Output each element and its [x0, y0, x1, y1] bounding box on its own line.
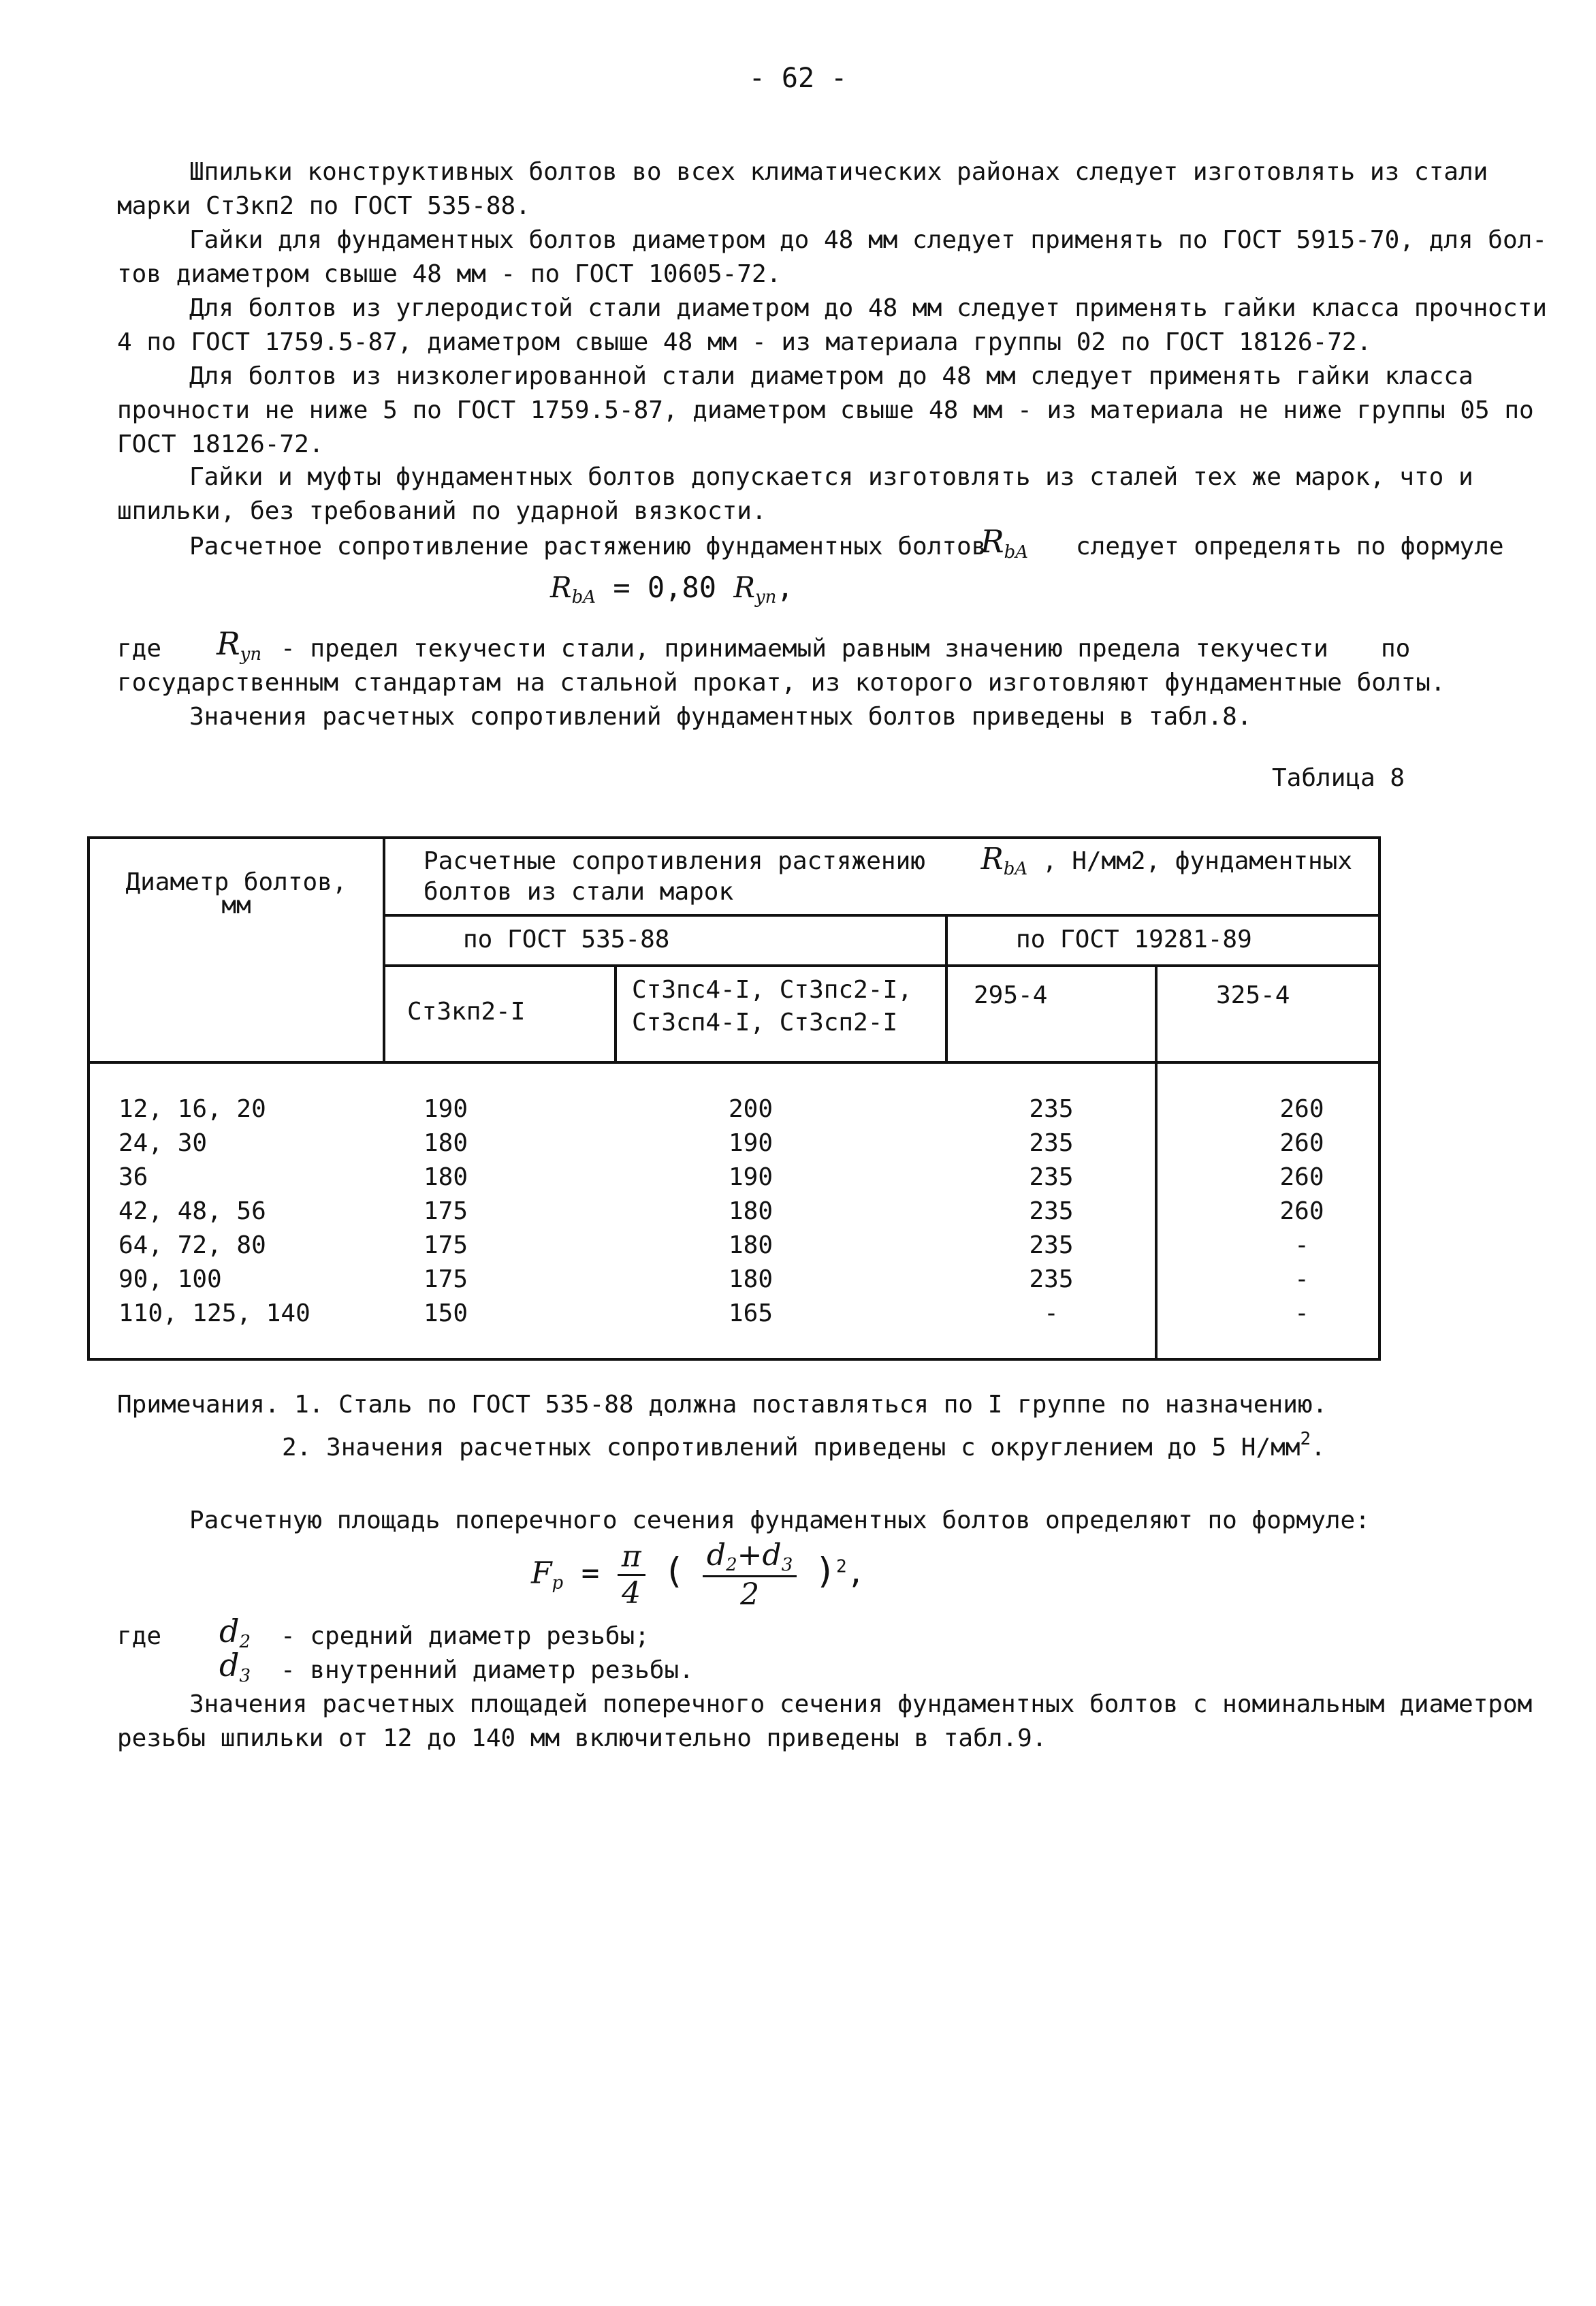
formula-tail: ,: [776, 571, 794, 604]
cell-value: 180: [729, 1231, 773, 1259]
text-line: Значения расчетных площадей поперечного сечения фундаментных болтов с номинальным диаметром: [189, 1690, 1533, 1718]
note-tail: .: [1311, 1434, 1326, 1462]
text-line: Для болтов из углеродистой стали диаметром до 48 мм следует применять гайки класса прочности: [189, 294, 1547, 322]
header-gost-535: по ГОСТ 535-88: [463, 926, 670, 953]
text-line: резьбы шпильки от 12 до 140 мм включительно приведены в табл.9.: [117, 1724, 1047, 1752]
formula-tail: ,: [846, 1555, 865, 1591]
table-hline: [90, 1061, 1381, 1064]
header-c4: 325-4: [1216, 981, 1290, 1009]
formula-pi: π: [618, 1539, 645, 1576]
symbol-subscript: yn: [240, 644, 262, 665]
formula-lhs: R: [550, 571, 572, 604]
cell-value: 260: [1279, 1129, 1324, 1157]
cell-value: 175: [424, 1197, 468, 1225]
cell-value: -: [1044, 1299, 1059, 1327]
cell-value: 235: [1029, 1231, 1074, 1259]
formula-plus: +: [737, 1538, 763, 1573]
formula-lhs-sub: p: [552, 1573, 564, 1594]
text-line: Шпильки конструктивных болтов во всех климатических районах следует изготовлять из стали: [189, 158, 1488, 186]
text-line: прочности не ниже 5 по ГОСТ 1759.5-87, диаметром свыше 48 мм - из материала не ниже группы 05 по: [117, 396, 1534, 424]
formula-rhs: R: [733, 571, 755, 604]
formula-numerator: [703, 1538, 797, 1577]
paragraph-6-tail: следует определять по формуле: [1076, 533, 1504, 560]
header-text: Ст3сп4-I, Ст3сп2-I: [632, 1009, 898, 1037]
cell-value: -: [1294, 1231, 1309, 1259]
column-295-4: [948, 1092, 1155, 1331]
note-1: Примечания. 1. Сталь по ГОСТ 535-88 должна поставляться по I группе по назначению.: [117, 1391, 1328, 1419]
where-label: где: [117, 635, 162, 663]
table-hline: [383, 914, 1381, 917]
cell-value: 175: [424, 1231, 468, 1259]
paragraph-6-text: Расчетное сопротивление растяжению фундаментных болтов: [189, 533, 987, 560]
formula-d2: d: [706, 1538, 727, 1573]
text-line: Для болтов из низколегированной стали диаметром до 48 мм следует применять гайки класса: [189, 362, 1473, 390]
page-number: - 62 -: [748, 63, 848, 94]
formula-sub: 3: [781, 1555, 793, 1575]
cell-value: 190: [729, 1163, 773, 1191]
cell-value: 150: [424, 1299, 468, 1327]
formula-fp: Fp = $\frac{\pi}{4}$ ( $\frac{d2+d3}{2}$ )$^2$,: [531, 1538, 865, 1612]
symbol-subscript: 3: [239, 1666, 251, 1686]
table-vline: [945, 914, 948, 1064]
symbol-subscript: bA: [1004, 542, 1029, 563]
cell-value: 235: [1029, 1095, 1074, 1123]
symbol-ryn: [217, 625, 261, 665]
table-8: [87, 836, 1381, 1361]
text-line: тов диаметром свыше 48 мм - по ГОСТ 10605-72.: [117, 260, 782, 288]
cell-value: 260: [1279, 1197, 1324, 1225]
cell-value: 235: [1029, 1265, 1074, 1293]
formula-lhs-sub: bA: [571, 587, 596, 607]
paragraph-1: [117, 155, 1488, 223]
text-line: ГОСТ 18126-72.: [117, 430, 324, 458]
header-text: Расчетные сопротивления растяжению: [424, 847, 925, 875]
paragraph-7: Значения расчетных сопротивлений фундаментных болтов приведены в табл.8.: [189, 703, 1252, 731]
column-st3ps: [729, 1092, 773, 1331]
header-c1: Ст3кп2-I: [407, 998, 526, 1026]
cell-value: 175: [424, 1265, 468, 1293]
header-diameter: [90, 866, 383, 922]
table-vline: [1155, 964, 1158, 1359]
symbol-letter: R: [980, 842, 1004, 876]
text-line: Гайки для фундаментных болтов диаметром до 48 мм следует применять по ГОСТ 5915-70, для бол-: [189, 226, 1547, 254]
cell-value: 165: [729, 1299, 773, 1327]
cell-value: 260: [1279, 1095, 1324, 1123]
paragraph-8: Расчетную площадь поперечного сечения фундаментных болтов определяют по формуле:: [189, 1506, 1370, 1534]
symbol-rba: [980, 523, 1028, 563]
paragraph-2: [117, 223, 1547, 291]
cell-value: 180: [424, 1163, 468, 1191]
cell-diameter: 90, 100: [118, 1265, 222, 1293]
symbol-subscript: 2: [239, 1632, 251, 1652]
symbol-letter: d: [219, 1613, 240, 1649]
where-line-2: государственным стандартам на стальной прокат, из которого изготовляют фундаментные болты.: [117, 669, 1446, 697]
formula-denominator: 2: [740, 1577, 760, 1612]
text-line: марки Ст3кп2 по ГОСТ 535-88.: [117, 192, 530, 220]
cell-value: 235: [1029, 1197, 1074, 1225]
cell-value: 200: [729, 1095, 773, 1123]
column-325-4: [1247, 1092, 1356, 1331]
cell-value: 180: [729, 1197, 773, 1225]
header-gost-19281: по ГОСТ 19281-89: [1016, 926, 1252, 953]
note-2: [282, 1422, 1326, 1465]
formula-four: 4: [622, 1576, 641, 1611]
paragraph-5: [117, 460, 1479, 528]
header-text: Диаметр болтов,: [125, 868, 347, 896]
text-line: шпильки, без требований по ударной вязкости.: [117, 497, 767, 525]
note-superscript: 2: [1300, 1429, 1311, 1449]
cell-value: -: [1294, 1265, 1309, 1293]
cell-diameter: 64, 72, 80: [118, 1231, 266, 1259]
symbol-letter: R: [217, 625, 240, 662]
formula-rhs-sub: yn: [754, 587, 777, 607]
where-d2-text: - средний диаметр резьбы;: [281, 1622, 650, 1650]
paragraph-4: [117, 360, 1534, 462]
formula-d3: d: [762, 1538, 782, 1573]
symbol-letter: d: [219, 1647, 240, 1684]
header-c3: 295-4: [974, 981, 1048, 1009]
symbol-d3: [219, 1647, 251, 1686]
header-text: , Н/мм2, фундаментных: [1042, 847, 1353, 875]
symbol-rba: [980, 842, 1028, 879]
table-caption: Таблица 8: [1272, 764, 1405, 792]
note-text: 2. Значения расчетных сопротивлений приведены с округлением до 5 Н/мм: [282, 1434, 1300, 1462]
formula-eq: =: [581, 1555, 600, 1591]
where-d3-text: - внутренний диаметр резьбы.: [281, 1656, 694, 1684]
where-text: - предел текучести стали, принимаемый равным значению предела текучести: [281, 635, 1328, 663]
formula-lhs: F: [531, 1555, 552, 1591]
column-st3kp2: [424, 1092, 468, 1331]
table-hline: [383, 964, 1381, 967]
header-text: болтов из стали марок: [424, 878, 734, 906]
formula-d-fraction: [703, 1538, 797, 1612]
formula-sub: 2: [726, 1555, 737, 1575]
cell-value: 190: [424, 1095, 468, 1123]
text-line: Гайки и муфты фундаментных болтов допускается изготовлять из сталей тех же марок, что и: [189, 463, 1473, 491]
cell-value: 260: [1279, 1163, 1324, 1191]
where-label: где: [117, 1622, 162, 1650]
where-po: по: [1381, 635, 1411, 663]
formula-power: 2: [836, 1556, 847, 1577]
table-vline: [614, 964, 617, 1064]
header-text: мм: [221, 891, 251, 919]
cell-value: 180: [729, 1265, 773, 1293]
cell-diameter: 42, 48, 56: [118, 1197, 266, 1225]
column-diameter: [118, 1092, 310, 1331]
text-line: 4 по ГОСТ 1759.5-87, диаметром свыше 48 мм - из материала группы 02 по ГОСТ 18126-72.: [117, 328, 1372, 356]
paragraph-9: [117, 1688, 1533, 1756]
cell-value: -: [1294, 1299, 1309, 1327]
cell-value: 235: [1029, 1163, 1074, 1191]
paragraph-3: [117, 291, 1547, 360]
cell-value: 190: [729, 1129, 773, 1157]
cell-diameter: 24, 30: [118, 1129, 208, 1157]
cell-diameter: 36: [118, 1163, 148, 1191]
formula-rba: [550, 571, 794, 607]
symbol-subscript: bA: [1003, 859, 1028, 879]
table-vline: [383, 839, 385, 1064]
header-text: Ст3пс4-I, Ст3пс2-I,: [632, 976, 912, 1004]
cell-value: 235: [1029, 1129, 1074, 1157]
cell-value: 180: [424, 1129, 468, 1157]
symbol-letter: R: [980, 523, 1004, 560]
formula-pi-over-4: [618, 1539, 645, 1611]
cell-diameter: 12, 16, 20: [118, 1095, 266, 1123]
formula-eq: = 0,80: [613, 571, 717, 604]
header-c2: [632, 974, 912, 1039]
cell-diameter: 110, 125, 140: [118, 1299, 310, 1327]
